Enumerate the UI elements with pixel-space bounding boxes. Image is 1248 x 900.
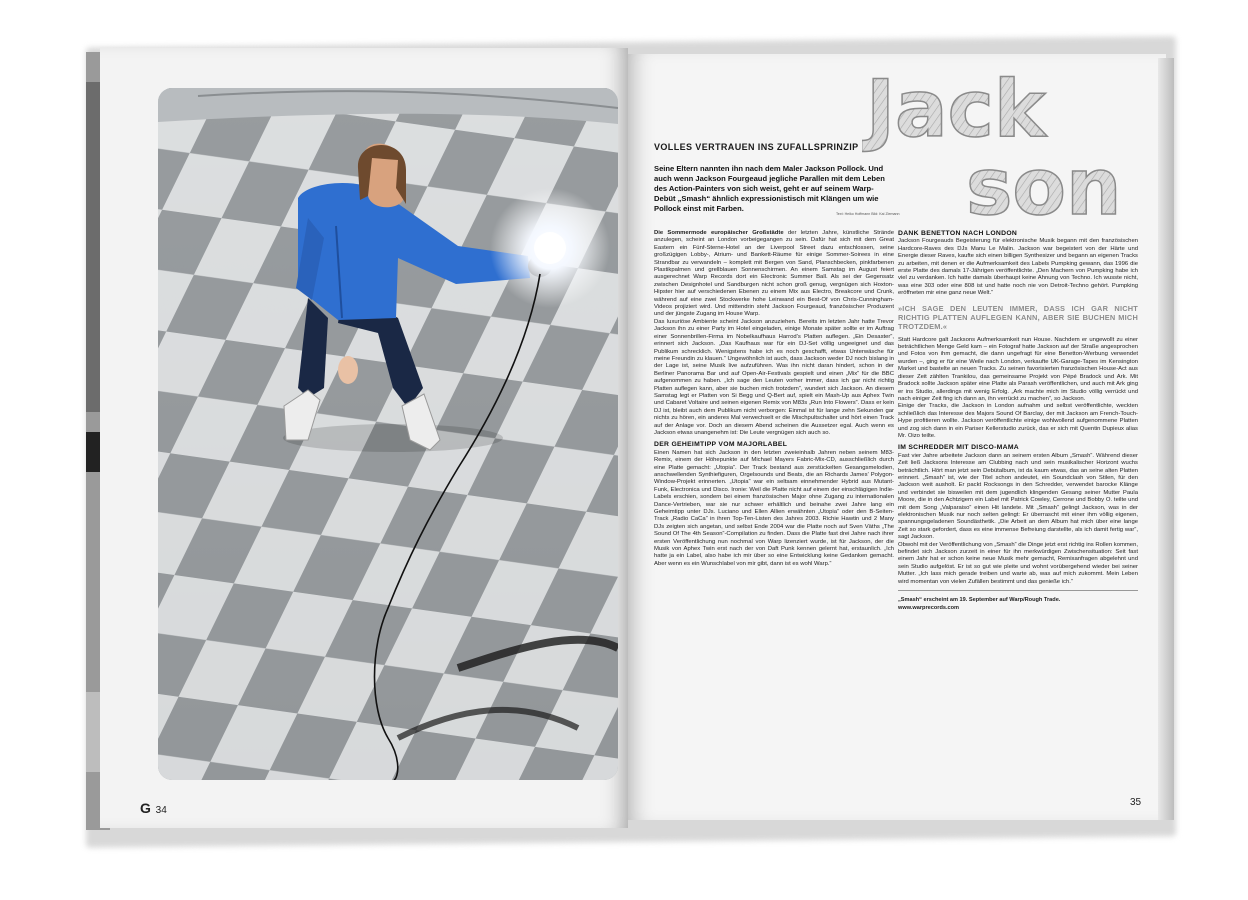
article-intro: Seine Eltern nannten ihn nach dem Maler Jackson Pollock. Und auch wenn Jackson Fourgeaud jegliche Parallen mit dem Leben des Action-Painters von sich weist, geht er auf seinem Warp-Debüt „Smash“ ähnlich expressionistisch mit Klängen um wie Pollock einst mit Farben. [654, 164, 885, 213]
right-page-number: 35 [1130, 797, 1142, 808]
paragraph: Einige der Tracks, die Jackson in London aufnahm und selbst veröffentlichte, weckten schließlich das Interesse des Majors Sound Of Barclay, der mit Jackson am French-Touch-Hype profitieren wollte. Jackson veröffentlichte einige wohlwollend aufgenommene Platten und zog sich dann in ein Pariser Kellerstudio zurück, das er sich mit Quentin Dupieux alias Mr. Oizo teilte. [898, 403, 1138, 439]
paragraph: Die Sommermode europäischer Großstädte der letzten Jahre, künstliche Strände anzulegen, scheint an London vorbeigegangen zu sein. Dafür hat sich mit dem Great Eastern ein Fünf-Sterne-Hotel an der Liverpool Street dazu entschlossen, seine großzügigen Lobby-, Atrium- und Bankett-Räume für einige Sommer-Soirees in eine Strandbar zu verwandeln – komplett mit Bergen von Sand, Planschbecken, pinkfarbenen Plastikpalmen und grellblauen Sonnenschirmen. An einem Samstag im August feiert ausgerechnet Warp Records dort ein Electronic Summer Ball. Als sei der Gegensatz zwischen Designhotel und Sandburgen nicht schon groß genug, vergnügen sich Hoxton-Hipster hier auf verschiedenen Ebenen zu einem Mix aus Electro, Breakcore und Crunk, während auf eine zwei Stockwerke hohe Leinwand ein Best-Of von Chris-Cunningham-Videos projiziert wird. Und mittendrin steht Jackson Fourgeaud, französischer Produzent und der jüngste Zugang im House Warp. [654, 230, 894, 318]
paragraph: Obwohl mit der Veröffentlichung von „Smash“ die Dinge jetzt erst richtig ins Rollen kommen, befindet sich Jackson zurzeit in einer für ihn merkwürdigen Zwischensituation: Seit fast einem Jahr hat er schon keine neue Musik mehr gemacht, Remixanfragen abgelehnt und sein Studio aufgelöst. Er ist so gut wie pleite und wohnt vorübergehend wieder bei seiner Mutter. „Ich lass mich gerade treiben und warte ab, was auf mich zukommt. Mein Leben wird momentan von vielen Zufällen bestimmt und das genieße ich.“ [898, 541, 1138, 585]
divider [898, 590, 1138, 591]
text-column-1 [654, 230, 894, 568]
article-title-jackson [862, 68, 1152, 228]
photo-dj-on-checkered-floor [158, 88, 618, 780]
page-edge [1158, 58, 1174, 820]
pull-quote: »ICH SAGE DEN LEUTEN IMMER, DASS ICH GAR NICHT RICHTIG PLATTEN AUFLEGEN KANN, ABER SIE BUCHEN MICH TROTZDEM.« [898, 303, 1138, 331]
paragraph: Fast vier Jahre arbeitete Jackson dann an seinem ersten Album „Smash“. Während dieser Zeit ließ Jacksons Interesse am Clubbing nach und sein musikalischer Horizont wuchs beträchtlich. Hört man jetzt sein Debütalbum, ist da kaum etwas, das an seine alten Platten erinnert. „Smash“ ist, wie der Titel schon andeutet, ein Soundclash von Stilen, für den Jackson weit ausholt. Er packt Rocksongs in den Schredder, verwendet barocke Klänge und verbindet sie bisweilen mit dem jugendlich klingenden Gesang seiner Mutter Paula Moore, die in den Achtzigern ein Label mit Patrick Cowley, Cerrone und Bobby O. teilte und mit dem Song „Valparaiso“ einen Hit landete. Mit „Smash“ gelingt Jackson, was in der elektronischen Musik nur noch selten gelingt: Er überrascht mit einer ihm völlig eigenen, spannungsgeladenen Soundästhetik. „Die Arbeit an dem Album hat mich über eine lange Zeit so stark gefordert, dass es eine immense Befreiung darstellte, als ich damit fertig war“, sagt Jackson. [898, 452, 1138, 541]
title-line-1: Jack [866, 68, 1046, 155]
title-line-2: son [966, 143, 1122, 228]
paragraph: Jackson Fourgeauds Begeisterung für elektronische Musik begann mit den französischen Hardcore-Raves des DJs Manu Le Malin. Jackson war begeistert von der Härte und Energie dieser Raves, kaufte sich einen billigen Synthesizer und begann an eigenen Tracks zu arbeiten, mit denen er die Aufmerksamkeit des Labels Pumpking gewann, das 1996 die erste Platte des damals 17-Jährigen veröffentlichte. „Den Machern von Pumpking habe ich viel zu verdanken. Ich hatte damals überhaupt keine Ahnung von Techno. Ich wusste nicht, was eine 303 oder eine 808 ist und hatte noch nie von Detroit-Techno gehört. Pumpking eröffneten mir eine ganz neue Welt.“ [898, 238, 1138, 297]
paragraph: Das luxuriöse Ambiente scheint Jackson anzuziehen. Bereits im letzten Jahr hatte Trevor Jackson ihn zu einer Party im Hotel eingeladen, einige Monate später sollte er im Auftrag einer Sonnenbrillen-Firma im Nobelkaufhaus Harrod’s Platten auflegen. „Ein Desaster“, erinnert sich Jackson. „Das Kaufhaus war für ein DJ-Set völlig ungeeignet und das Publikum schrecklich. Wenigstens habe ich es noch geschafft, etwas Unterwäsche für meine Freundin zu klauen.“ Ungewöhnlich ist auch, dass Jackson weder DJ noch bislang in der Lage ist, seine Musik live aufzuführen. Was ihn nicht daran hindert, schon in der Berliner Panorama Bar und auf Open-Air-Festivals gespielt und einen „Mix“ für die BBC aufgenommen zu haben. „Ich sage den Leuten vorher immer, dass ich gar nicht richtig Platten auflegen kann, aber sie buchen mich trotzdem“, wundert sich Jackson. An diesem Samstag legt er Platten von Si Begg und Q-Bert auf, spielt ein Mash-Up aus Aphex Twin und Cabaret Voltaire und seinen eigenen Remix von M83s „Run Into Flowers“. Dass er kein DJ ist, bleibt auch dem Publikum nicht verborgen: Einmal ist für lange zehn Sekunden gar nichts zu hören, ein anderes Mal verwechselt er die Mischpultschalter und hört einen Track auf der Anlage vor. Doch an diesem Abend scheinen die Aussetzer egal. Auch wenn es Jackson etwas unangenehm ist: Die Leute vergnügen sich auch so. [654, 318, 894, 436]
left-page-number: 34 [155, 805, 167, 816]
section-heading: IM SCHREDDER MIT DISCO-MAMA [898, 444, 1019, 452]
left-page-folio [140, 800, 167, 816]
magazine-logo: G [140, 800, 151, 816]
article-credit: Text: Heiko Hoffmann Bild: Kai Ziemann [836, 212, 900, 216]
paragraph: Statt Hardcore galt Jacksons Aufmerksamkeit nun House. Nachdem er ungewollt zu einer beträchtlichen Menge Geld kam – ein Fotograf hatte Jackson auf der Straße angesprochen und Fotos von ihm gemacht, die dann ungefragt für eine Benetton-Werbung verwendet wurden –, ging er für eine Weile nach London, verkaufte UK-Garage-Tapes im Kensington Market und bastelte an neuen Tracks. Zu seinen favorisierten französischen House-Act aus dieser Zeit zählten Trankilou, das gemeinsame Projekt von Pépé Bradock und Ark. Mit Bradock sollte Jackson später eine Platte als Parash veröffentlichen, und auch mit Ark ging er ins Studio, allerdings mit wenig Erfolg. „Ark machte mich im Studio völlig verrückt und nach einiger Zeit fing ich dann an, ihn verrückt zu machen“, so Jackson. [898, 336, 1138, 402]
paragraph: Einen Namen hat sich Jackson in den letzten zweieinhalb Jahren neben seinem M83-Remix, einem der Höhepunkte auf Michael Mayers Fabric-Mix-CD, ausschließlich durch eine Platte gemacht: „Utopia“. Der Track bestand aus zerstückelten Gesangsmelodien, anschwellenden Synthiefiguren, Orgelsounds und Beats, die an Richards James’ Polygon-Window-Projekt erinnerten. „Utopia“ war ein seltsam einnehmender Hybrid aus Mutant-Funk, Electronica und Disco. Ironie: Weil die Platte nicht auf einem der einschlägigen Indie-Labels erschien, sondern bei einem französischen Major ohne Zugang zu internationalen Dance-Vertrieben, war sie nur schwer erhältlich und beinahe zwei Jahre lang ein Geheimtipp unter DJs. Luciano und Ellen Allien erwähnten „Utopia“ oder den B-Seiten-Track „Radio CaCa“ in ihren Top-Ten-Listen des Jahres 2003. Richie Hawtin und 2 Many DJs zeigten sich angetan, und selbst Ende 2004 war die Platte noch auf Sven Väths „The Sound Of The 4th Season“-Compilation zu finden. Dass die Platte fast drei Jahre nach ihrer ersten Veröffentlichung nun nochmal von Warp lizenziert wurde, ist für Jackson, der die Musik von Aphex Twin erst nach der von Daft Punk kennen gelernt hat, erstaunlich. „Ich hatte ja ein Label, also habe ich mir über so eine Entwicklung keine Gedanken gemacht. Aber wenn es ein Wunschlabel von mir gibt, dann ist es wohl Warp.“ [654, 449, 894, 567]
release-note: „Smash“ erscheint am 19. September auf Warp/Rough Trade. [898, 597, 1061, 604]
section-heading: DANK BENETTON NACH LONDON [898, 230, 1018, 237]
lead-in: Die Sommermode europäischer Großstädte [654, 230, 784, 236]
article-kicker: VOLLES VERTRAUEN INS ZUFALLSPRINZIP [654, 142, 859, 152]
label-url: www.warprecords.com [898, 605, 960, 612]
text-column-2 [898, 230, 1138, 613]
section-heading: DER GEHEIMTIPP VOM MAJORLABEL [654, 441, 788, 449]
